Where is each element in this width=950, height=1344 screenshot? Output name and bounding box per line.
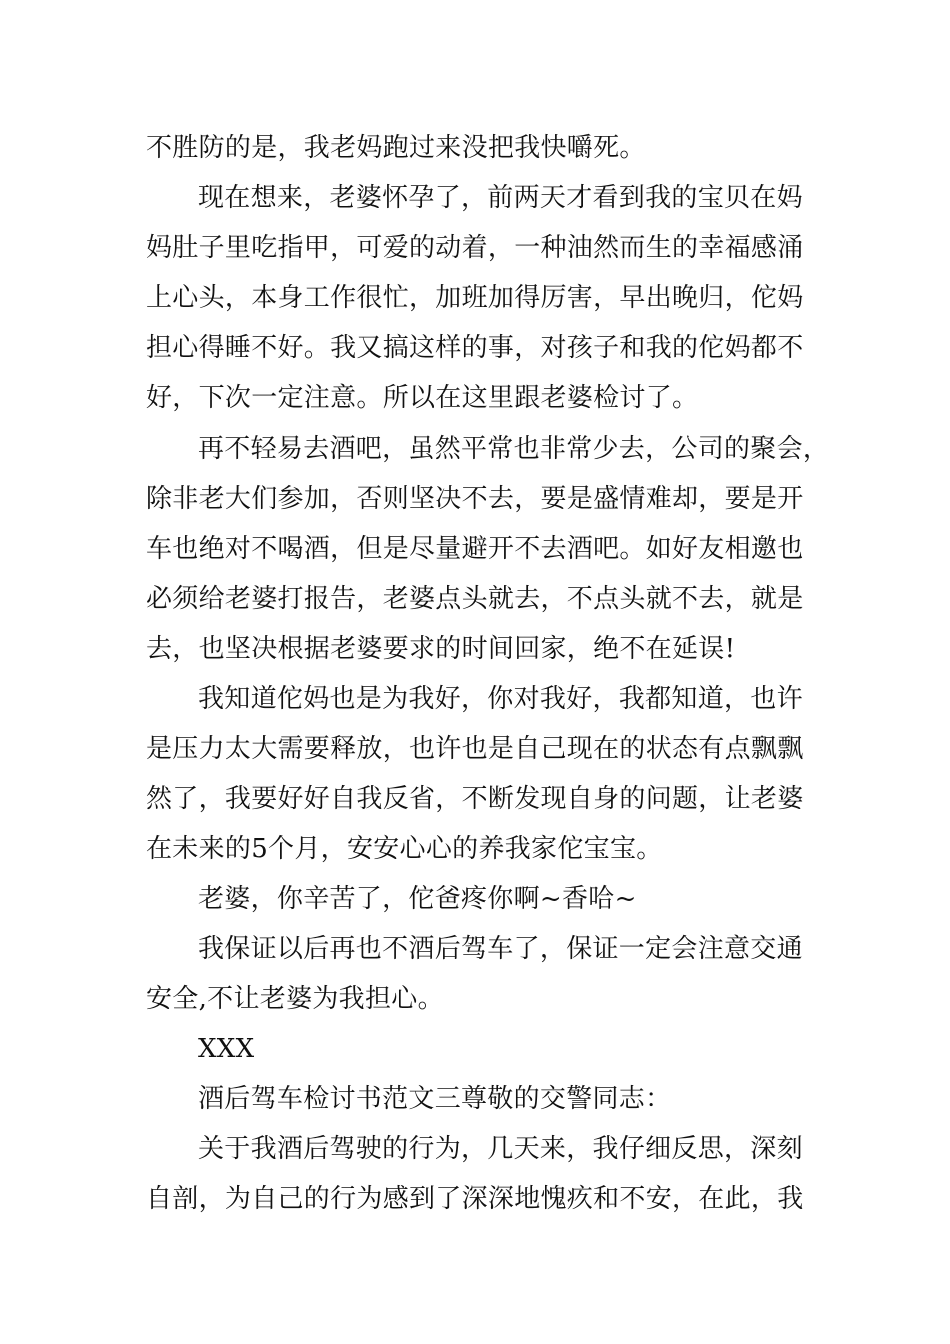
text-line: 我知道佗妈也是为我好，你对我好，我都知道，也许 <box>198 684 803 714</box>
text-line: 老婆，你辛苦了，佗爸疼你啊~香哈~ <box>198 884 637 914</box>
text-line: 必须给老婆打报告，老婆点头就去，不点头就不去，就是 <box>146 584 804 614</box>
text-line: 现在想来，老婆怀孕了，前两天才看到我的宝贝在妈 <box>198 183 803 213</box>
text-line: 自剖，为自己的行为感到了深深地愧疚和不安，在此，我 <box>146 1184 804 1214</box>
section-heading: 酒后驾车检讨书范文三尊敬的交警同志： <box>198 1084 672 1114</box>
text-line: 好，下次一定注意。所以在这里跟老婆检讨了。 <box>146 383 699 413</box>
text-line: 不胜防的是，我老妈跑过来没把我快嚼死。 <box>146 133 646 163</box>
text-line: 是压力太大需要释放，也许也是自己现在的状态有点飘飘 <box>146 734 804 764</box>
text-line: 我保证以后再也不酒后驾车了，保证一定会注意交通 <box>198 934 803 964</box>
text-line: 担心得睡不好。我又搞这样的事，对孩子和我的佗妈都不 <box>146 333 804 363</box>
text-line: 车也绝对不喝酒，但是尽量避开不去酒吧。如好友相邀也 <box>146 534 804 564</box>
text-line: 妈肚子里吃指甲，可爱的动着，一种油然而生的幸福感涌 <box>146 233 804 263</box>
text-line: 除非老大们参加，否则坚决不去，要是盛情难却，要是开 <box>146 484 804 514</box>
text-line: 在未来的5个月，安安心心的养我家佗宝宝。 <box>146 834 663 864</box>
text-line: 安全,不让老婆为我担心。 <box>146 984 444 1014</box>
text-line: 关于我酒后驾驶的行为，几天来，我仔细反思，深刻 <box>198 1134 803 1164</box>
text-line: 然了，我要好好自我反省，不断发现自身的问题，让老婆 <box>146 784 804 814</box>
signature-text: XXX <box>198 1034 255 1064</box>
text-line: 上心头，本身工作很忙，加班加得厉害，早出晚归，佗妈 <box>146 283 804 313</box>
text-line: 去，也坚决根据老婆要求的时间回家，绝不在延误! <box>146 634 736 664</box>
text-line: 再不轻易去酒吧，虽然平常也非常少去，公司的聚会， <box>198 434 830 464</box>
